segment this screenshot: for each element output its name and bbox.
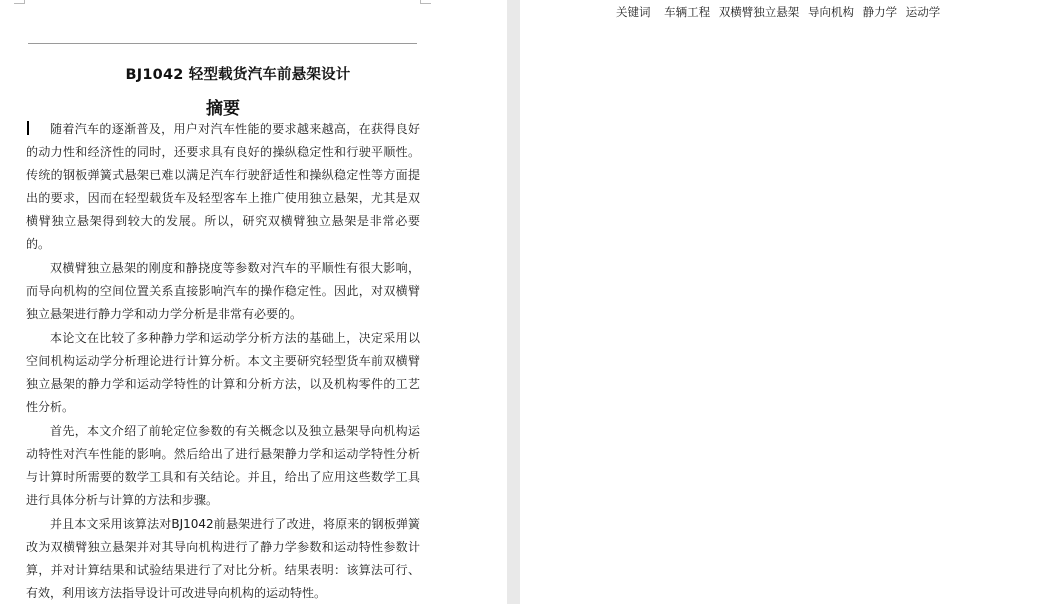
keyword: 车辆工程 <box>664 5 711 19</box>
keyword: 运动学 <box>905 5 941 19</box>
header-rule <box>28 43 417 44</box>
keyword: 导向机构 <box>807 5 854 19</box>
keywords-label: 关键词 <box>616 5 651 19</box>
page-corner-mark <box>420 0 431 4</box>
document-title: BJ1042 轻型载货汽车前悬架设计 <box>125 67 351 83</box>
document-page-right[interactable] <box>520 0 1046 604</box>
abstract-paragraph: 本论文在比较了多种静力学和运动学分析方法的基础上，决定采用以空间机构运动学分析理论进行计算分析。本文主要研究轻型货车前双横臂独立悬架的静力学和运动学特性的计算和分析方法，以及机构零件的工艺性分析。 <box>26 331 420 414</box>
abstract-heading: 摘要 <box>206 99 240 119</box>
keyword: 静力学 <box>862 5 898 19</box>
abstract-paragraph: 并且本文采用该算法对BJ1042前悬架进行了改进，将原来的钢板弹簧改为双横臂独立悬架并对其导向机构进行了静力学参数和运动特性参数计算，并对计算结果和试验结果进行了对比分析。结果表明：该算法可行、有效，利用该方法指导设计可改进导向机构的运动特性。 <box>26 517 420 600</box>
abstract-paragraph: 双横臂独立悬架的刚度和静挠度等参数对汽车的平顺性有很大影响，而导向机构的空间位置关系直接影响汽车的操作稳定性。因此，对双横臂独立悬架进行静力学和动力学分析是非常有必要的。 <box>26 261 420 321</box>
abstract-paragraph: 首先，本文介绍了前轮定位参数的有关概念以及独立悬架导向机构运动特性对汽车性能的影响。然后给出了进行悬架静力学和运动学特性分析与计算时所需要的数学工具和有关结论。并且，给出了应用这些数学工具进行具体分析与计算的方法和步骤。 <box>26 424 420 507</box>
keyword: 双横臂独立悬架 <box>718 5 800 19</box>
abstract-body[interactable] <box>26 118 420 604</box>
keywords-line <box>616 4 945 20</box>
abstract-paragraph: 随着汽车的逐渐普及，用户对汽车性能的要求越来越高，在获得良好的动力性和经济性的同时，还要求具有良好的操纵稳定性和行驶平顺性。传统的钢板弹簧式悬架已难以满足汽车行驶舒适性和操纵稳定性等方面提出的要求，因而在轻型载货车及轻型客车上推广使用独立悬架，尤其是双横臂独立悬架得到较大的发展。所以，研究双横臂独立悬架是非常必要的。 <box>26 122 420 251</box>
document-page-left[interactable] <box>0 0 507 604</box>
page-corner-mark <box>14 0 25 4</box>
